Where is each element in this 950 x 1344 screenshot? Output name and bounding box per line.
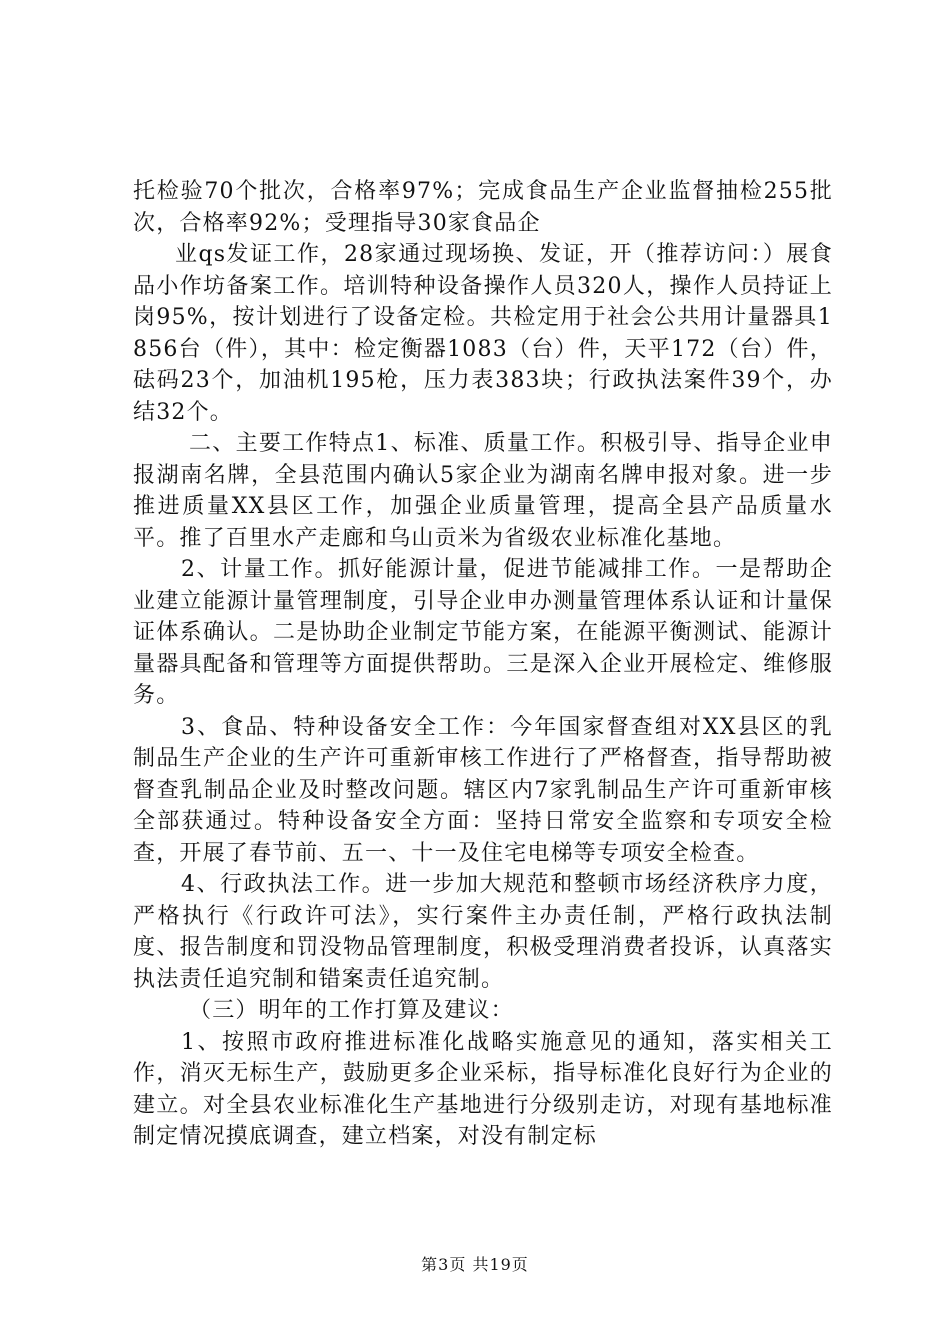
paragraph-standardization-plan: 1、按照市政府推进标准化战略实施意见的通知，落实相关工作，消灭无标生产，鼓励更多企业采标，指导标准化良好行为企业的建立。对全县农业标准化生产基地进行分级别走访，对现有基地标准制定情况摸底调查，建立档案，对没有制定标 (133, 1029, 833, 1149)
section-heading-next-year-plan: （三）明年的工作打算及建议： (189, 998, 514, 1023)
document-body (133, 176, 833, 1153)
paragraph-law-enforcement: 4、行政执法工作。进一步加大规范和整顿市场经济秩序力度，严格执行《行政许可法》，实行案件主办责任制，严格行政执法制度、报告制度和罚没物品管理制度，积极受理消费者投诉，认真落实执法责任追究制和错案责任追究制。 (133, 872, 833, 992)
paragraph-food-equipment-safety: 3、食品、特种设备安全工作：今年国家督查组对XX县区的乳制品生产企业的生产许可重新审核工作进行了严格督查，指导帮助被督查乳制品企业及时整改问题。辖区内7家乳制品生产许可重新审核全部获通过。特种设备安全方面：坚持日常安全监察和专项安全检查，开展了春节前、五一、十一及住宅电梯等专项安全检查。 (133, 714, 833, 866)
paragraph-main-features: 二、主要工作特点1、标准、质量工作。积极引导、指导企业申报湖南名牌，全县范围内确认5家企业为湖南名牌申报对象。进一步推进质量XX县区工作，加强企业质量管理，提高全县产品质量水平。推了百里水产走廊和乌山贡米为省级农业标准化基地。 (133, 431, 833, 551)
paragraph-qs-certification: 业qs发证工作，28家通过现场换、发证，开（推荐访问：）展食品小作坊备案工作。培训特种设备操作人员320人，操作人员持证上岗95%，按计划进行了设备定检。共检定用于社会公共用计量器具1856台（件），其中：检定衡器1083（台）件，天平172（台）件，砝码23个，加油机195枪，压力表383块；行政执法案件39个，办结32个。 (133, 242, 833, 425)
paragraph-metrology-work: 2、计量工作。抓好能源计量，促进节能减排工作。一是帮助企业建立能源计量管理制度，引导企业申办测量管理体系认证和计量保证体系确认。二是协助企业制定节能方案，在能源平衡测试、能源计量器具配备和管理等方面提供帮助。三是深入企业开展检定、维修服务。 (133, 557, 833, 708)
paragraph-continuation: 托检验70个批次，合格率97%；完成食品生产企业监督抽检255批次，合格率92%；受理指导30家食品企 (133, 179, 833, 236)
page-number-footer: 第3页 共19页 (421, 1255, 529, 1274)
